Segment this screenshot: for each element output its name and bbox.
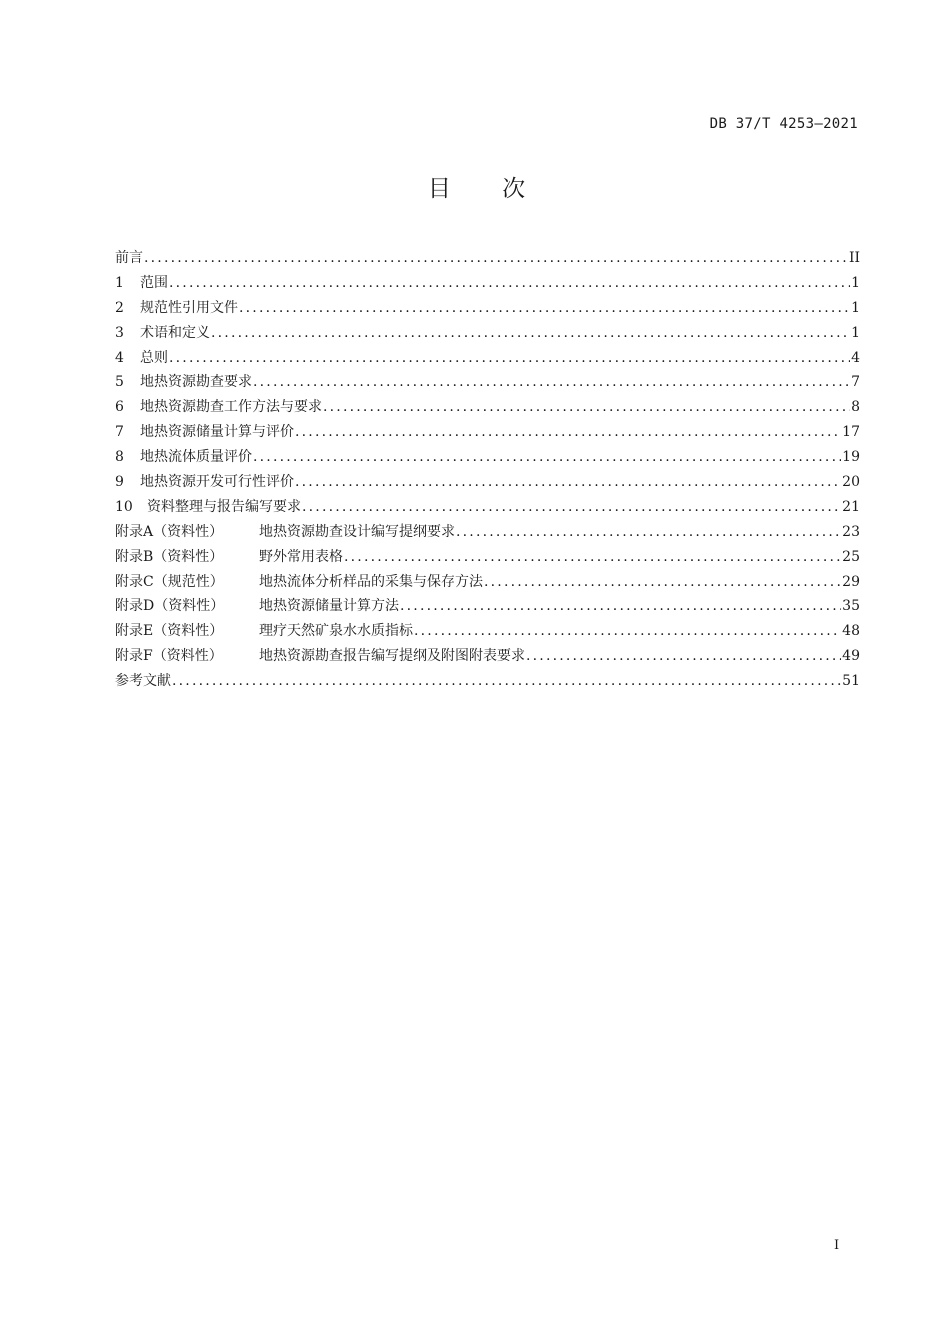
toc-entry-number: 附录F（资料性） xyxy=(115,648,223,665)
toc-entry-scope[interactable] xyxy=(115,271,860,296)
toc-entry-page: 19 xyxy=(842,449,860,466)
toc-entry-page: 49 xyxy=(842,648,860,665)
toc-entry-label: 地热资源勘查工作方法与要求 xyxy=(140,399,322,416)
toc-dot-leader xyxy=(253,445,841,470)
toc-entry-appendix-b[interactable] xyxy=(115,545,860,570)
toc-entry-number: 附录C（规范性） xyxy=(115,573,224,590)
toc-entry-exploration-requirements[interactable] xyxy=(115,370,860,395)
toc-dot-leader xyxy=(344,545,841,570)
toc-dot-leader xyxy=(302,495,841,520)
toc-dot-leader xyxy=(211,321,850,346)
toc-entry-page: 7 xyxy=(851,374,860,391)
toc-entry-preface[interactable] xyxy=(115,246,860,271)
toc-dot-leader xyxy=(239,296,850,321)
toc-entry-number: 8 xyxy=(115,449,124,466)
toc-dot-leader xyxy=(295,420,841,445)
toc-entry-appendix-e[interactable] xyxy=(115,619,860,644)
document-code: DB 37/T 4253—2021 xyxy=(709,116,858,132)
toc-entry-page: 17 xyxy=(842,424,860,441)
toc-entry-general-rules[interactable] xyxy=(115,346,860,371)
toc-entry-feasibility[interactable] xyxy=(115,470,860,495)
toc-entry-label: 地热资源开发可行性评价 xyxy=(140,474,294,491)
toc-entry-number: 4 xyxy=(115,349,124,366)
toc-entry-label: 地热流体分析样品的采集与保存方法 xyxy=(259,573,483,590)
toc-entry-number: 2 xyxy=(115,299,124,316)
toc-entry-page: 1 xyxy=(851,299,860,316)
toc-title: 目 次 xyxy=(427,176,548,202)
toc-entry-page: 23 xyxy=(842,523,860,540)
toc-entry-number: 附录E（资料性） xyxy=(115,623,224,640)
toc-entry-normative-references[interactable] xyxy=(115,296,860,321)
toc-entry-label: 地热资源勘查报告编写提纲及附图附表要求 xyxy=(259,648,525,665)
toc-entry-label: 参考文献 xyxy=(115,673,171,690)
toc-dot-leader xyxy=(169,346,850,371)
toc-entry-label: 地热资源储量计算与评价 xyxy=(140,424,294,441)
toc-entry-page: 8 xyxy=(851,399,860,416)
toc-dot-leader xyxy=(323,395,850,420)
toc-entry-label: 地热流体质量评价 xyxy=(140,449,252,466)
toc-entry-number: 7 xyxy=(115,424,124,441)
toc-dot-leader xyxy=(456,520,841,545)
toc-entry-label: 规范性引用文件 xyxy=(140,299,238,316)
toc-entry-page: 4 xyxy=(851,349,860,366)
toc-entry-page: 1 xyxy=(851,324,860,341)
toc-entry-terms-definitions[interactable] xyxy=(115,321,860,346)
toc-dot-leader xyxy=(484,570,841,595)
toc-entry-page: 35 xyxy=(842,598,860,615)
toc-entry-page: 20 xyxy=(842,474,860,491)
toc-entry-number: 9 xyxy=(115,474,124,491)
toc-dot-leader xyxy=(172,669,841,694)
toc-entry-label: 前言 xyxy=(115,250,143,266)
toc-entry-page: 29 xyxy=(842,573,860,590)
page-number: I xyxy=(834,1238,840,1253)
toc-dot-leader xyxy=(253,370,850,395)
toc-entry-appendix-c[interactable] xyxy=(115,570,860,595)
toc-dot-leader xyxy=(414,619,841,644)
toc-entry-page: 1 xyxy=(851,274,860,291)
toc-entry-number: 10 xyxy=(115,498,133,515)
toc-entry-appendix-d[interactable] xyxy=(115,594,860,619)
toc-entry-number: 3 xyxy=(115,324,124,341)
toc-entry-number: 附录B（资料性） xyxy=(115,548,224,565)
toc-entry-appendix-a[interactable] xyxy=(115,520,860,545)
toc-entry-page: II xyxy=(848,250,860,266)
toc-entry-page: 51 xyxy=(842,673,860,690)
toc-dot-leader xyxy=(526,644,841,669)
toc-dot-leader xyxy=(144,246,848,271)
toc-entry-number: 附录D（资料性） xyxy=(115,598,225,615)
toc-entry-reserve-calculation[interactable] xyxy=(115,420,860,445)
toc-entry-exploration-methods[interactable] xyxy=(115,395,860,420)
toc-dot-leader xyxy=(400,594,841,619)
toc-entry-label: 地热资源勘查设计编写提纲要求 xyxy=(259,523,455,540)
toc-entry-label: 野外常用表格 xyxy=(259,548,343,565)
toc-list xyxy=(115,246,860,694)
toc-entry-number: 6 xyxy=(115,399,124,416)
toc-entry-label: 地热资源勘查要求 xyxy=(140,374,252,391)
toc-entry-label: 范围 xyxy=(140,274,168,291)
toc-entry-number: 附录A（资料性） xyxy=(115,523,224,540)
toc-entry-label: 理疗天然矿泉水水质指标 xyxy=(259,623,413,640)
toc-entry-label: 地热资源储量计算方法 xyxy=(259,598,399,615)
toc-entry-page: 21 xyxy=(842,498,860,515)
toc-entry-label: 资料整理与报告编写要求 xyxy=(147,498,301,515)
toc-entry-label: 总则 xyxy=(140,349,168,366)
toc-dot-leader xyxy=(169,271,850,296)
toc-entry-appendix-f[interactable] xyxy=(115,644,860,669)
toc-entry-report-requirements[interactable] xyxy=(115,495,860,520)
toc-entry-page: 25 xyxy=(842,548,860,565)
toc-entry-page: 48 xyxy=(842,623,860,640)
toc-dot-leader xyxy=(295,470,841,495)
toc-entry-number: 5 xyxy=(115,374,124,391)
toc-entry-number: 1 xyxy=(115,274,124,291)
toc-entry-bibliography[interactable] xyxy=(115,669,860,694)
toc-entry-fluid-quality[interactable] xyxy=(115,445,860,470)
toc-entry-label: 术语和定义 xyxy=(140,324,210,341)
